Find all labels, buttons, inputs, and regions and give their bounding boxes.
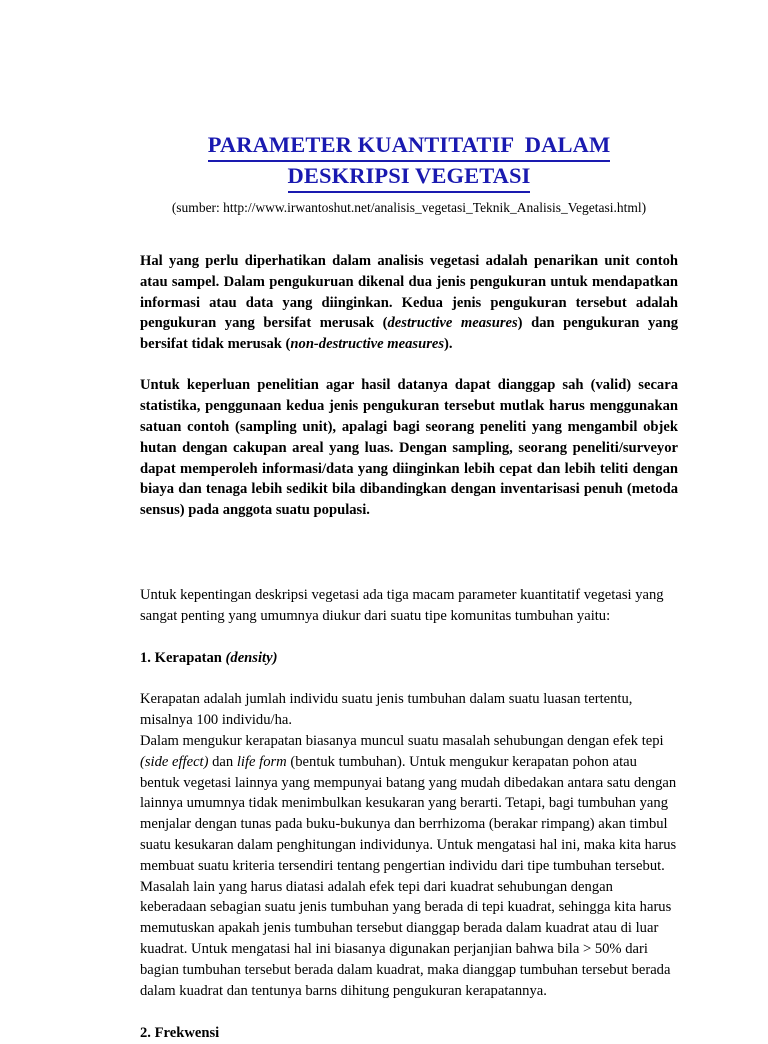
intro-1-text-part-2: ) dan pengukuran yang bersifat tidak merusak ( xyxy=(140,315,678,353)
kerapatan-paragraph-3: Masalah lain yang harus diatasi adalah efek tepi dari kuadrat sehubungan dengan keberadaan sebagian suatu jenis tumbuhan yang berada di tepi kuadrat, sehingga kita harus memutuskan apakah jenis tumbuhan tersebut dianggap berada dalam kuadrat atau di luar kuadrat. Untuk mengatasi hal ini biasanya digunakan perjanjian bahwa bila > 50% dari bagian tumbuhan tersebut berada dalam kuadrat, maka dianggap tumbuhan tersebut berada dalam kuadrat dan tentunya barns dihitung pengukuran kerapatannya. xyxy=(140,878,672,999)
kerapatan-2-italic-life-form: life form xyxy=(236,753,287,770)
source-url-line: (sumber: http://www.irwantoshut.net/analisis_vegetasi_Teknik_Analisis_Vegetasi.html) xyxy=(171,200,647,215)
section-1-term-italic: (density) xyxy=(225,649,278,666)
intro-1-italic-term-1: destructive measures xyxy=(387,315,518,332)
section-1-number-name: 1. Kerapatan xyxy=(140,649,226,666)
page-title xyxy=(140,0,678,193)
intro-1-italic-term-2: non-destructive measures xyxy=(290,336,445,353)
intro-1-text-part-1: Hal yang perlu diperhatikan dalam analisis vegetasi adalah penarikan unit contoh atau sampel. Dalam pengukuruan dikenal dua jenis pengukuran untuk mendapatkan informasi atau data yang diinginkan. Kedua jenis pengukuran tersebut adalah pengukuran yang bersifat merusak ( xyxy=(140,253,678,332)
kerapatan-2-italic-side-effect: (side effect) xyxy=(140,753,209,770)
lead-paragraph: Untuk kepentingan deskripsi vegetasi ada tiga macam parameter kuantitatif vegetasi yang sangat penting yang umumnya diukur dari suatu tipe komunitas tumbuhan yaitu: xyxy=(140,587,664,624)
kerapatan-paragraph-2 xyxy=(140,731,678,877)
section-heading-kerapatan xyxy=(140,627,678,669)
intro-paragraph-2: Untuk keperluan penelitian agar hasil datanya dapat dianggap sah (valid) secara statistika, penggunaan kedua jenis pengukuran tersebut mutlak harus menggunakan satuan contoh (sampling unit), apalagi bagi seorang peneliti yang mengambil objek hutan dengan cakupan areal yang luas. Dengan sampling, seorang peneliti/surveyor dapat memperoleh informasi/data yang diinginkan lebih cepat dan lebih teliti dengan biaya dan tenaga lebih sedikit bila dibandingkan dengan inventarisasi penuh (metoda sensus) pada anggota suatu populasi. xyxy=(140,377,678,519)
document-content xyxy=(140,0,678,1044)
kerapatan-2-part-2: dan xyxy=(208,753,237,770)
intro-paragraph-1 xyxy=(140,216,678,355)
kerapatan-paragraph-1: Kerapatan adalah jumlah individu suatu jenis tumbuhan dalam suatu luasan tertentu, misalnya 100 individu/ha. xyxy=(140,691,633,729)
kerapatan-2-part-3: (bentuk tumbuhan). Untuk mengukur kerapatan pohon atau bentuk vegetasi lainnya yang mempunyai batang yang mudah dibedakan antara satu dengan lainnya umumnya tidak menimbulkan kesukaran yang berarti. Tetapi, bagi tumbuhan yang menjalar dengan tunas pada buku-bukunya dan berrhizoma (berakar rimpang) akan timbul suatu kesukaran dalam penghitungan individunya. Untuk mengatasi hal ini, maka kita harus membuat suatu kriteria tersendiri tentang pengertian individu dari tipe tumbuhan tersebut. xyxy=(140,753,677,874)
page-title-line-2: DESKRIPSI VEGETASI xyxy=(288,162,531,193)
kerapatan-2-part-1: Dalam mengukur kerapatan biasanya muncul suatu masalah sehubungan dengan efek tepi xyxy=(140,733,664,750)
intro-1-text-part-3: ). xyxy=(444,336,453,353)
section-heading-frekwensi: 2. Frekwensi xyxy=(140,1025,220,1042)
page-title-line-1: PARAMETER KUANTITATIF DALAM xyxy=(208,131,611,162)
